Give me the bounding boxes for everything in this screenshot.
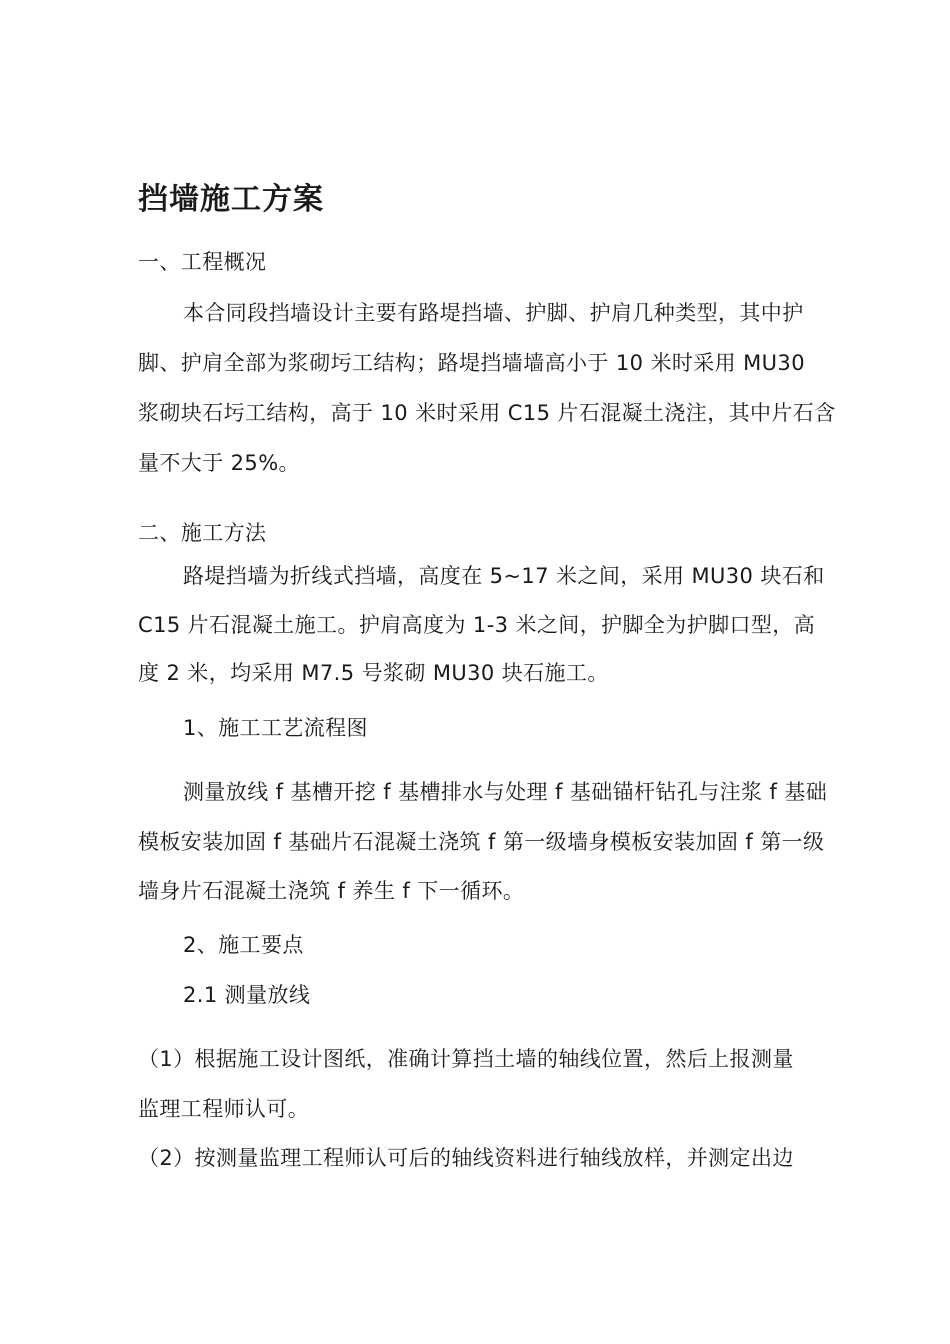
subsection-2-1-heading: 2.1 测量放线 (183, 983, 311, 1007)
flow-line: 测量放线 f 基槽开挖 f 基槽排水与处理 f 基础锚杆钻孔与注浆 f 基础 (183, 780, 828, 804)
flow-line: 墙身片石混凝土浇筑 f 养生 f 下一循环。 (138, 879, 525, 903)
section-1-line: 浆砌块石圬工结构，高于 10 米时采用 C15 片石混凝土浇注，其中片石含 (138, 401, 836, 425)
section-2-heading: 二、施工方法 (138, 521, 267, 545)
document-title: 挡墙施工方案 (138, 182, 324, 217)
section-2-line: C15 片石混凝土施工。护肩高度为 1-3 米之间，护脚全为护脚口型，高 (138, 613, 816, 637)
section-1-line: 量不大于 25%。 (138, 451, 300, 475)
subsection-2-heading: 2、施工要点 (183, 933, 304, 957)
section-1-heading: 一、工程概况 (138, 250, 267, 274)
item-1-line: （1）根据施工设计图纸，准确计算挡土墙的轴线位置，然后上报测量 (138, 1047, 794, 1071)
section-2-line: 路堤挡墙为折线式挡墙，高度在 5~17 米之间，采用 MU30 块石和 (183, 564, 825, 588)
item-1-line: 监理工程师认可。 (138, 1097, 310, 1121)
item-2-line: （2）按测量监理工程师认可后的轴线资料进行轴线放样，并测定出边 (138, 1146, 794, 1170)
section-1-line: 本合同段挡墙设计主要有路堤挡墙、护脚、护肩几种类型，其中护 (183, 301, 804, 325)
section-2-line: 度 2 米，均采用 M7.5 号浆砌 MU30 块石施工。 (138, 661, 609, 685)
section-1-line: 脚、护肩全部为浆砌圬工结构；路堤挡墙墙高小于 10 米时采用 MU30 (138, 351, 805, 375)
flow-line: 模板安装加固 f 基础片石混凝土浇筑 f 第一级墙身模板安装加固 f 第一级 (138, 830, 825, 854)
subsection-1-heading: 1、施工工艺流程图 (183, 716, 368, 740)
